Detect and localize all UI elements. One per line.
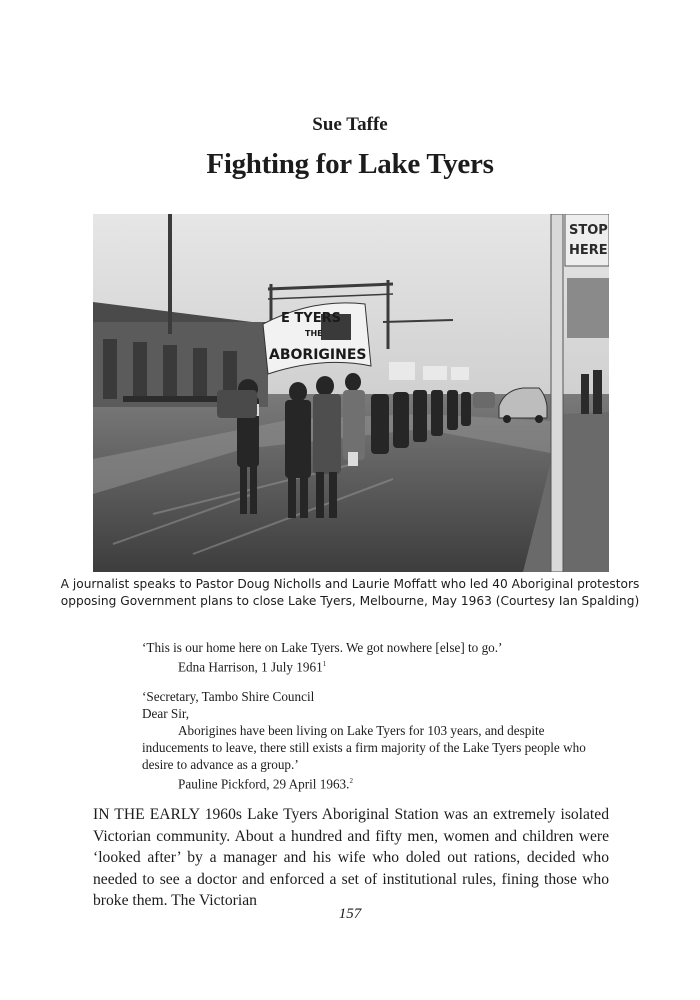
banner-line1: E TYERS <box>281 311 341 326</box>
epigraph-2-attribution: Pauline Pickford, 29 April 1963.$^2$ <box>178 776 353 792</box>
sign-text-2: HERE <box>569 243 608 258</box>
photo-caption <box>60 576 640 610</box>
author-name: Sue Taffe <box>312 114 388 135</box>
footnote-ref-2: 2 <box>349 777 353 785</box>
page-number: 157 <box>338 906 362 922</box>
epigraph-1-attribution: Edna Harrison, 1 July 1961$^1$ <box>178 659 327 675</box>
protest-photo <box>93 214 609 572</box>
epigraph-2-line-4: inducements to leave, there still exists a firm majority of the Lake Tyers people who <box>142 740 586 755</box>
epigraph-2-line-3: Aborigines have been living on Lake Tyers for 103 years, and despite <box>178 723 545 738</box>
body-paragraph: IN THE EARLY 1960s Lake Tyers Aboriginal Station was an extremely isolated Victorian community. About a hundred and fifty men, women and children were ‘looked after’ by a manager and his wife who doled out rations, decided who needed to see a doctor and enforced a set of institutional rules, fining those who broke them. The Victorian <box>93 806 609 910</box>
epigraph-2-line-2: Dear Sir, <box>142 706 190 721</box>
sign-text-1: STOP <box>569 223 608 238</box>
banner-line2: THE <box>305 329 323 338</box>
caption-line-1: A journalist speaks to Pastor Doug Nicholls and Laurie Moffatt who led 40 Aboriginal protestors <box>60 577 640 591</box>
caption-line-2: opposing Government plans to close Lake Tyers, Melbourne, May 1963 (Courtesy Ian Spalding) <box>60 594 640 608</box>
epigraph-2-line-5: desire to advance as a group.’ <box>142 757 299 772</box>
epigraph-2-line-1: ‘Secretary, Tambo Shire Council <box>142 689 315 704</box>
epigraph-1-text: ‘This is our home here on Lake Tyers. We got nowhere [else] to go.’ <box>142 640 503 655</box>
chapter-title: Fighting for Lake Tyers <box>206 148 494 180</box>
footnote-ref-1: 1 <box>322 660 327 668</box>
banner-line3: ABORIGINES <box>269 347 367 363</box>
